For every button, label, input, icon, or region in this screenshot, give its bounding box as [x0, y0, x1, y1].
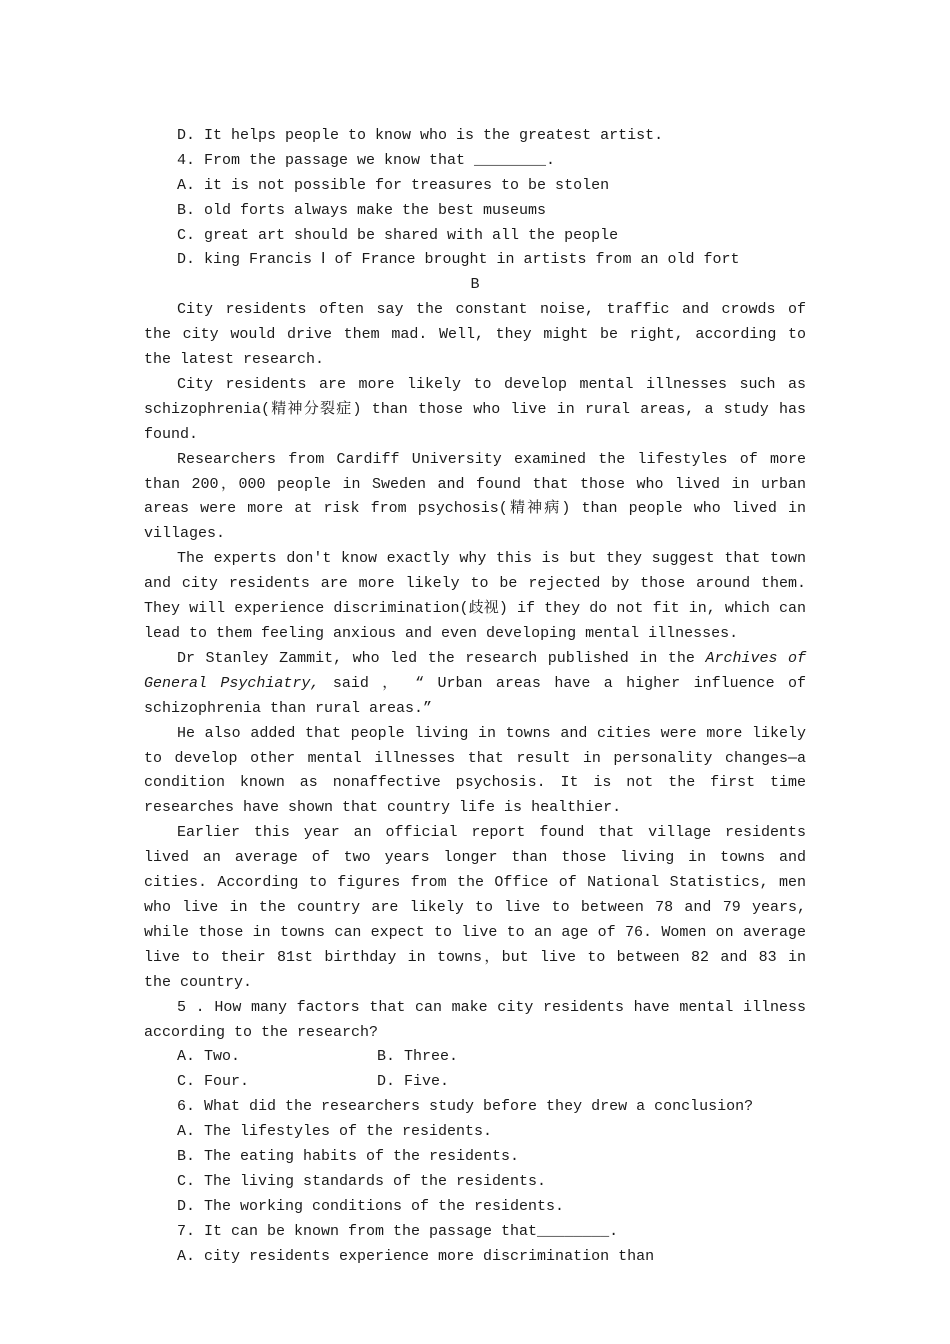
passage-paragraph-7: Earlier this year an official report found that village residents lived an average of two years longer than those living in towns and cities. According to figures from the Office of National Statistics, men who live in the country are likely to live to between 78 and 79 years, while those in towns can expect to live to an age of 76. Women on average live to their 81st birthday in towns，but live to between 82 and 83 in the country.	[144, 824, 806, 991]
passage	[144, 298, 806, 1045]
q5-option-a: A. Two.	[177, 1048, 241, 1066]
q6-option-c: C. The living standards of the residents.	[177, 1172, 547, 1190]
q5-option-c: C. Four.	[177, 1073, 250, 1091]
q7-stem: 7. It can be known from the passage that________.	[177, 1222, 619, 1240]
quote-text: said ， “ Urban areas have a higher influence of schizophrenia than rural areas.”	[144, 674, 806, 717]
q5-option-b: B. Three.	[377, 1048, 459, 1066]
q5-option-d: D. Five.	[377, 1073, 450, 1091]
q6-option-b: B. The eating habits of the residents.	[177, 1147, 520, 1165]
q7-option-a: A. city residents experience more discrimination than	[177, 1247, 655, 1265]
q5-options-row-1	[144, 1045, 806, 1070]
passage-paragraph-2: City residents are more likely to develop mental illnesses such as schizophrenia(精神分裂症) than those who live in rural areas, a study has found.	[144, 375, 806, 443]
q6-option-d: D. The working conditions of the residents.	[177, 1197, 565, 1215]
journal-title: Archives of General Psychiatry,	[144, 649, 806, 692]
document-page	[144, 124, 806, 1269]
passage-paragraph-5	[144, 647, 806, 722]
q4-option-b: B. old forts always make the best museums	[177, 201, 547, 219]
passage-paragraph-3: Researchers from Cardiff University examined the lifestyles of more than 200，000 people in Sweden and found that those who lived in urban areas were more at risk from psychosis(精神病) than people who lived in villages.	[144, 450, 806, 543]
q4-option-c: C. great art should be shared with all the people	[177, 226, 619, 244]
q5-options-row-2	[144, 1070, 806, 1095]
q4-option-d: D. king Francis Ⅰ of France brought in artists from an old fort	[177, 251, 740, 269]
q6-stem: 6. What did the researchers study before they drew a conclusion?	[177, 1098, 754, 1116]
q5-stem: 5 . How many factors that can make city residents have mental illness according to the research?	[144, 998, 806, 1041]
quote-lead-in: Dr Stanley Zammit, who led the research published in the	[177, 649, 706, 667]
section-label: B	[470, 276, 480, 294]
passage-paragraph-1: City residents often say the constant noise, traffic and crowds of the city would drive them mad. Well, they might be right, according to the latest research.	[144, 301, 806, 369]
q6-option-a: A. The lifestyles of the residents.	[177, 1123, 493, 1141]
passage-paragraph-4: The experts don't know exactly why this is but they suggest that town and city residents are more likely to be rejected by those around them. They will experience discrimination(歧视) if they do not fit in, which can lead to them feeling anxious and even developing mental illnesses.	[144, 550, 806, 643]
q4-stem: 4. From the passage we know that ________.	[177, 151, 556, 169]
passage-paragraph-6: He also added that people living in towns and cities were more likely to develop other mental illnesses that result in personality changes—a condition known as nonaffective psychosis. It is not the first time researches have shown that country life is healthier.	[144, 724, 806, 817]
q3-option-d: D. It helps people to know who is the greatest artist.	[177, 127, 664, 144]
q4-option-a: A. it is not possible for treasures to be stolen	[177, 176, 610, 194]
